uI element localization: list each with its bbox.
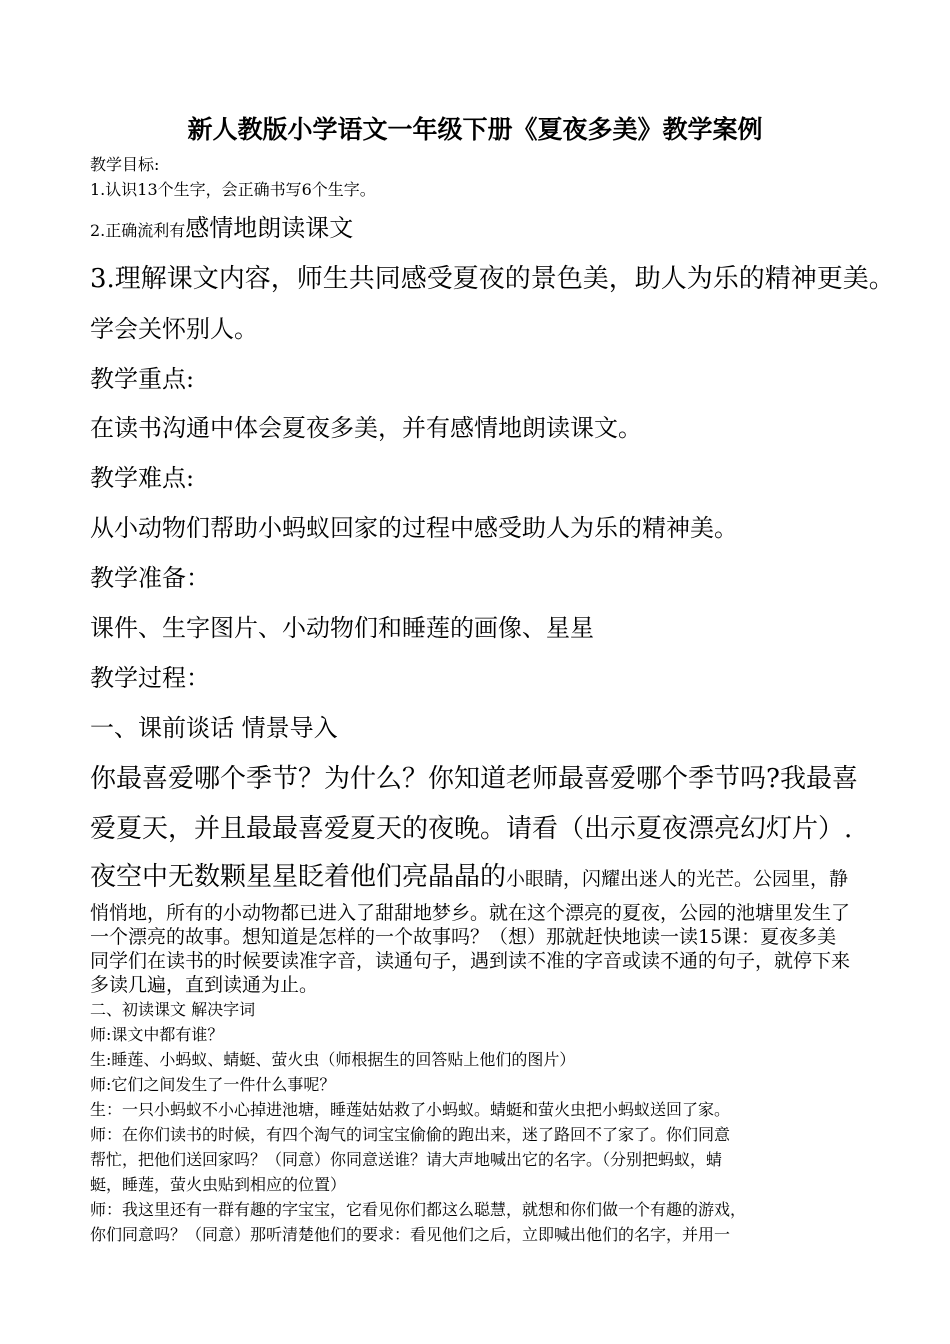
text-line: 多读几遍，直到读通为止。 — [90, 974, 319, 996]
document-title: 新人教版小学语文一年级下册《夏夜多美》教学案例 — [187, 115, 763, 144]
text-line: 教学目标: — [90, 155, 160, 174]
text-line: 2.正确流利有感情地朗读课文 — [90, 214, 354, 242]
text-line: 师：我这里还有一群有趣的字宝宝，它看见你们都这么聪慧，就想和你们做一个有趣的游戏， — [90, 1200, 747, 1219]
text-line: 师：在你们读书的时候，有四个淘气的词宝宝偷偷的跑出来，迷了路回不了家了。你们同意 — [90, 1125, 731, 1144]
text-line: 帮忙，把他们送回家吗？（同意）你同意送谁？请大声地喊出它的名字。（分别把蚂蚁，蜻 — [90, 1150, 723, 1169]
text-line: 3.理解课文内容，师生共同感受夏夜的景色美，助人为乐的精神更美。 — [90, 264, 895, 294]
text-line: 蜓，睡莲，萤火虫贴到相应的位置） — [90, 1175, 347, 1194]
text-line: 师:课文中都有谁？ — [90, 1025, 224, 1044]
section-heading: 教学过程： — [90, 664, 210, 692]
section-heading: 二、初读课文 解决字词 — [90, 1000, 256, 1019]
section-heading: 一、课前谈话 情景导入 — [90, 714, 338, 742]
text-line: 师:它们之间发生了一件什么事呢？ — [90, 1075, 336, 1094]
text-line: 1.认识13个生字，会正确书写6个生字。 — [90, 180, 376, 199]
text-line: 同学们在读书的时候要读准字音，读通句子，遇到读不准的字音或读不通的句子，就停下来 — [90, 950, 851, 972]
text-line: 生：一只小蚂蚁不小心掉进池塘，睡莲姑姑救了小蚂蚁。蜻蜓和萤火虫把小蚂蚁送回了家。 — [90, 1100, 731, 1119]
text-line: 从小动物们帮助小蚂蚁回家的过程中感受助人为乐的精神美。 — [90, 514, 738, 542]
text-line: 在读书沟通中体会夏夜多美，并有感情地朗读课文。 — [90, 414, 642, 442]
section-heading: 教学准备： — [90, 564, 210, 592]
text-line: 学会关怀别人。 — [90, 315, 258, 343]
text-line: 课件、生字图片、小动物们和睡莲的画像、星星 — [90, 614, 594, 642]
text-line: 夜空中无数颗星星眨着他们亮晶晶的小眼睛，闪耀出迷人的光芒。公园里，静 — [90, 862, 849, 892]
text-line: 你们同意吗？（同意）那听清楚他们的要求：看见他们之后，立即喊出他们的名字，并用一 — [90, 1225, 731, 1244]
section-heading: 教学难点: — [90, 464, 195, 492]
text-line: 爱夏天，并且最最喜爱夏天的夜晚。请看（出示夏夜漂亮幻灯片）. — [90, 814, 853, 844]
text-line: 悄悄地，所有的小动物都已进入了甜甜地梦乡。就在这个漂亮的夏夜，公园的池塘里发生了 — [90, 902, 851, 924]
section-heading: 教学重点: — [90, 365, 195, 393]
text-line: 生:睡莲、小蚂蚁、蜻蜓、萤火虫（师根据生的回答贴上他们的图片） — [90, 1050, 576, 1069]
text-line: 一个漂亮的故事。想知道是怎样的一个故事吗？（想）那就赶快地读一读15课：夏夜多美 — [90, 926, 837, 948]
text-line: 你最喜爱哪个季节？为什么？你知道老师最喜爱哪个季节吗?我最喜 — [90, 764, 858, 794]
